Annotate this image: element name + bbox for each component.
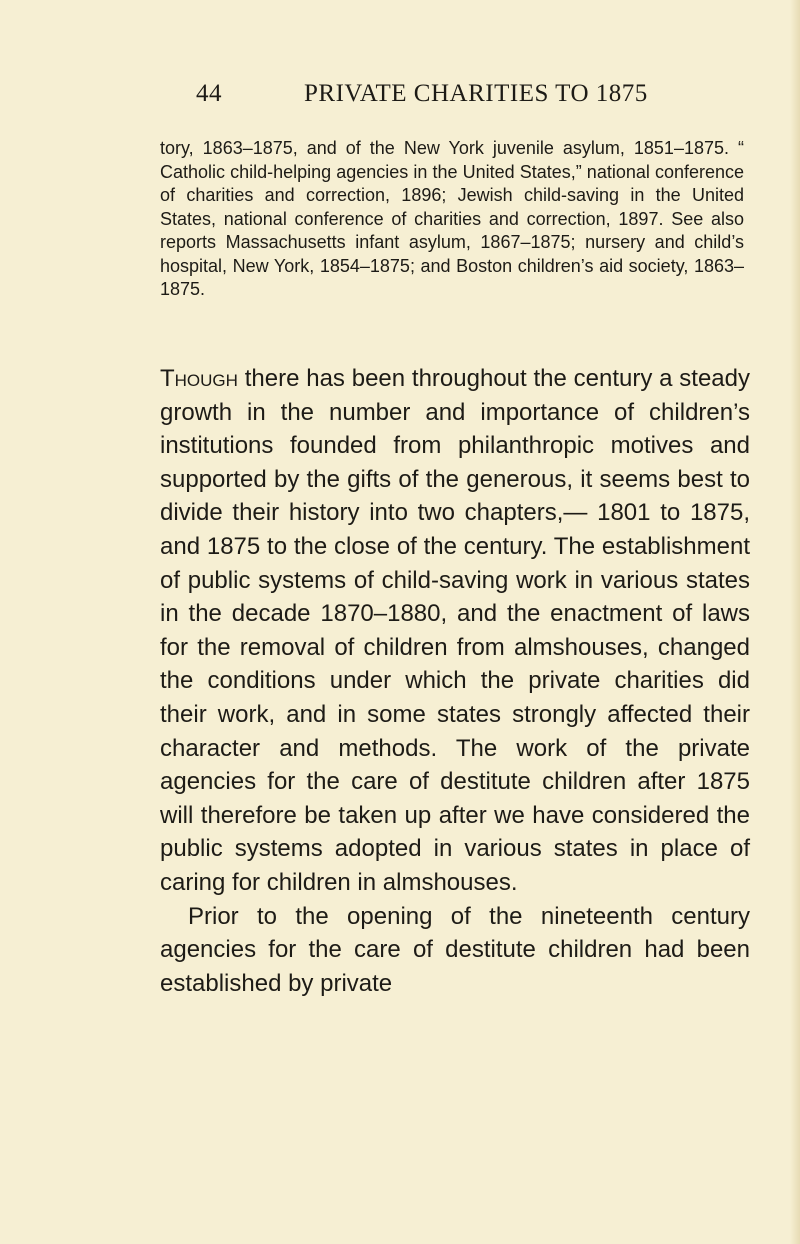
main-text — [160, 362, 750, 1000]
running-header — [196, 80, 716, 108]
page-edge — [790, 0, 800, 1244]
paragraph-2: Prior to the opening of the nineteenth century agencies for the care of destitute children had been established by private — [160, 902, 750, 997]
paragraph-1 — [160, 362, 750, 900]
page-number: 44 — [196, 80, 222, 107]
paragraph-lead-word: Though — [160, 365, 238, 392]
paragraph-1-text: there has been throughout the century a steady growth in the number and importance of children’s institutions founded from philanthropic motives and supported by the gifts of the generous, it seems best to divide their history into two chapters,— 1801 to 1875, and 1875 to the close of the century. The establishment of public systems of child-saving work in various states in the decade 1870–1880, and the enactment of laws for the removal of children from almshouses, changed the conditions under which the private charities did their work, and in some states strongly affected their character and methods. The work of the private agencies for the care of destitute children after 1875 will therefore be taken up after we have considered the public systems adopted in various states in place of caring for children in almshouses. — [160, 365, 750, 896]
footnote-text: tory, 1863–1875, and of the New York juvenile asylum, 1851–1875. “ Catholic child-helping agencies in the United States,” national conference of charities and correction, 1896; Jewish child-saving in the United States, national conference of charities and correction, 1897. See also reports Massachusetts infant asylum, 1867–1875; nursery and child’s hospital, New York, 1854–1875; and Boston children’s aid society, 1863–1875. — [160, 138, 744, 299]
running-title: PRIVATE CHARITIES TO 1875 — [304, 80, 648, 107]
